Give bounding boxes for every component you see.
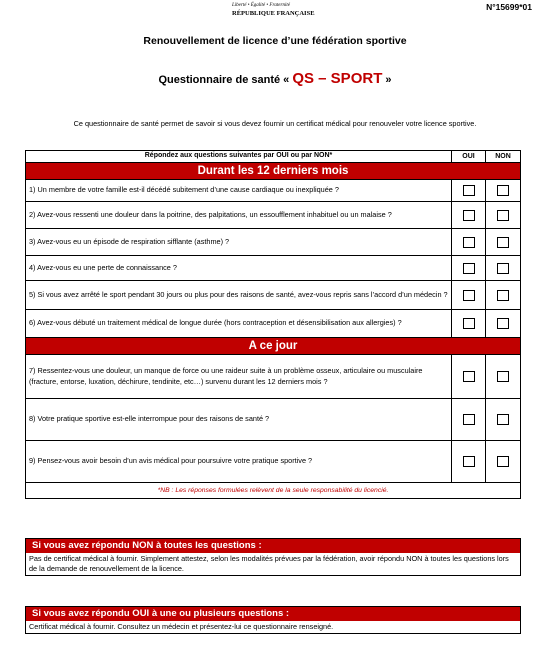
no-checkbox[interactable] xyxy=(497,210,509,221)
question-text: 5) Si vous avez arrêté le sport pendant 30 jours ou plus pour des raisons de santé, avez-vous repris sans l’accord d’un médecin ? xyxy=(26,281,452,309)
yes-checkbox[interactable] xyxy=(463,185,475,196)
question-row-3 xyxy=(26,229,520,256)
question-text: 6) Avez-vous débuté un traitement médical de longue durée (hors contraception et désensibilisation aux allergies) ? xyxy=(26,310,452,337)
no-checkbox[interactable] xyxy=(497,371,509,382)
no-checkbox[interactable] xyxy=(497,456,509,467)
question-text: 7) Ressentez-vous une douleur, un manque de force ou une raideur suite à un problème osseux, articulaire ou musculaire (fracture, entorse, luxation, déchirure, tendinite, etc…) survenu durant les 12 derniers mois ? xyxy=(26,355,452,398)
yes-checkbox[interactable] xyxy=(463,263,475,274)
result-no-block xyxy=(25,538,521,576)
question-text: 8) Votre pratique sportive est-elle interrompue pour des raisons de santé ? xyxy=(26,399,452,440)
column-no-header: NON xyxy=(495,153,511,160)
question-row-1 xyxy=(26,180,520,202)
yes-checkbox[interactable] xyxy=(463,414,475,425)
no-checkbox[interactable] xyxy=(497,318,509,329)
responsibility-footnote: *NB : Les réponses formulées relèvent de la seule responsabilité du licencié. xyxy=(157,487,389,494)
section-header-today: A ce jour xyxy=(26,338,520,355)
no-checkbox[interactable] xyxy=(497,290,509,301)
yes-checkbox[interactable] xyxy=(463,290,475,301)
yes-checkbox[interactable] xyxy=(463,237,475,248)
result-no-text: Pas de certificat médical à fournir. Simplement attestez, selon les modalités prévues par la fédération, avoir répondu NON à toutes les questions lors de la demande de renouvellement de la licence. xyxy=(29,554,509,573)
intro-text: Ce questionnaire de santé permet de savoir si vous devez fournir un certificat médical pour renouveler votre licence sportive. xyxy=(73,119,477,128)
form-number: N°15699*01 xyxy=(486,2,532,12)
table-header-row xyxy=(26,151,520,163)
question-row-7 xyxy=(26,355,520,399)
yes-checkbox[interactable] xyxy=(463,371,475,382)
question-row-6 xyxy=(26,310,520,338)
result-yes-block xyxy=(25,606,521,634)
column-yes-header: OUI xyxy=(452,151,486,162)
table-header-instruction: Répondez aux questions suivantes par OUI ou par NON* xyxy=(26,151,452,162)
question-text: 1) Un membre de votre famille est-il décédé subitement d’une cause cardiaque ou inexpliquée ? xyxy=(26,180,452,201)
subtitle-prefix: Questionnaire de santé « xyxy=(158,74,293,86)
yes-checkbox[interactable] xyxy=(463,456,475,467)
question-text: 9) Pensez-vous avoir besoin d’un avis médical pour poursuivre votre pratique sportive ? xyxy=(26,441,452,482)
document-subtitle xyxy=(0,70,550,87)
section-header-12-months: Durant les 12 derniers mois xyxy=(26,163,520,180)
question-text: 2) Avez-vous ressenti une douleur dans la poitrine, des palpitations, un essoufflement inhabituel ou un malaise ? xyxy=(26,202,452,228)
result-yes-text: Certificat médical à fournir. Consultez un médecin et présentez-lui ce questionnaire renseigné. xyxy=(29,622,334,631)
no-checkbox[interactable] xyxy=(497,237,509,248)
result-no-heading: Si vous avez répondu NON à toutes les questions : xyxy=(26,539,520,553)
subtitle-highlight: QS – SPORT xyxy=(292,70,383,87)
no-checkbox[interactable] xyxy=(497,263,509,274)
question-row-4 xyxy=(26,256,520,281)
question-text: 4) Avez-vous eu une perte de connaissance ? xyxy=(26,256,452,280)
yes-checkbox[interactable] xyxy=(463,318,475,329)
question-row-8 xyxy=(26,399,520,441)
yes-checkbox[interactable] xyxy=(463,210,475,221)
republic-motto: Liberté • Égalité • Fraternité xyxy=(232,3,290,8)
question-row-5 xyxy=(26,281,520,310)
questionnaire-table xyxy=(25,150,521,499)
result-yes-heading: Si vous avez répondu OUI à une ou plusieurs questions : xyxy=(26,607,520,621)
subtitle-suffix: » xyxy=(382,74,392,86)
question-row-9 xyxy=(26,441,520,483)
question-text: 3) Avez-vous eu un épisode de respiration sifflante (asthme) ? xyxy=(26,229,452,255)
question-row-2 xyxy=(26,202,520,229)
republic-name: RÉPUBLIQUE FRANÇAISE xyxy=(232,10,315,17)
no-checkbox[interactable] xyxy=(497,414,509,425)
no-checkbox[interactable] xyxy=(497,185,509,196)
document-title: Renouvellement de licence d’une fédération sportive xyxy=(143,35,407,47)
